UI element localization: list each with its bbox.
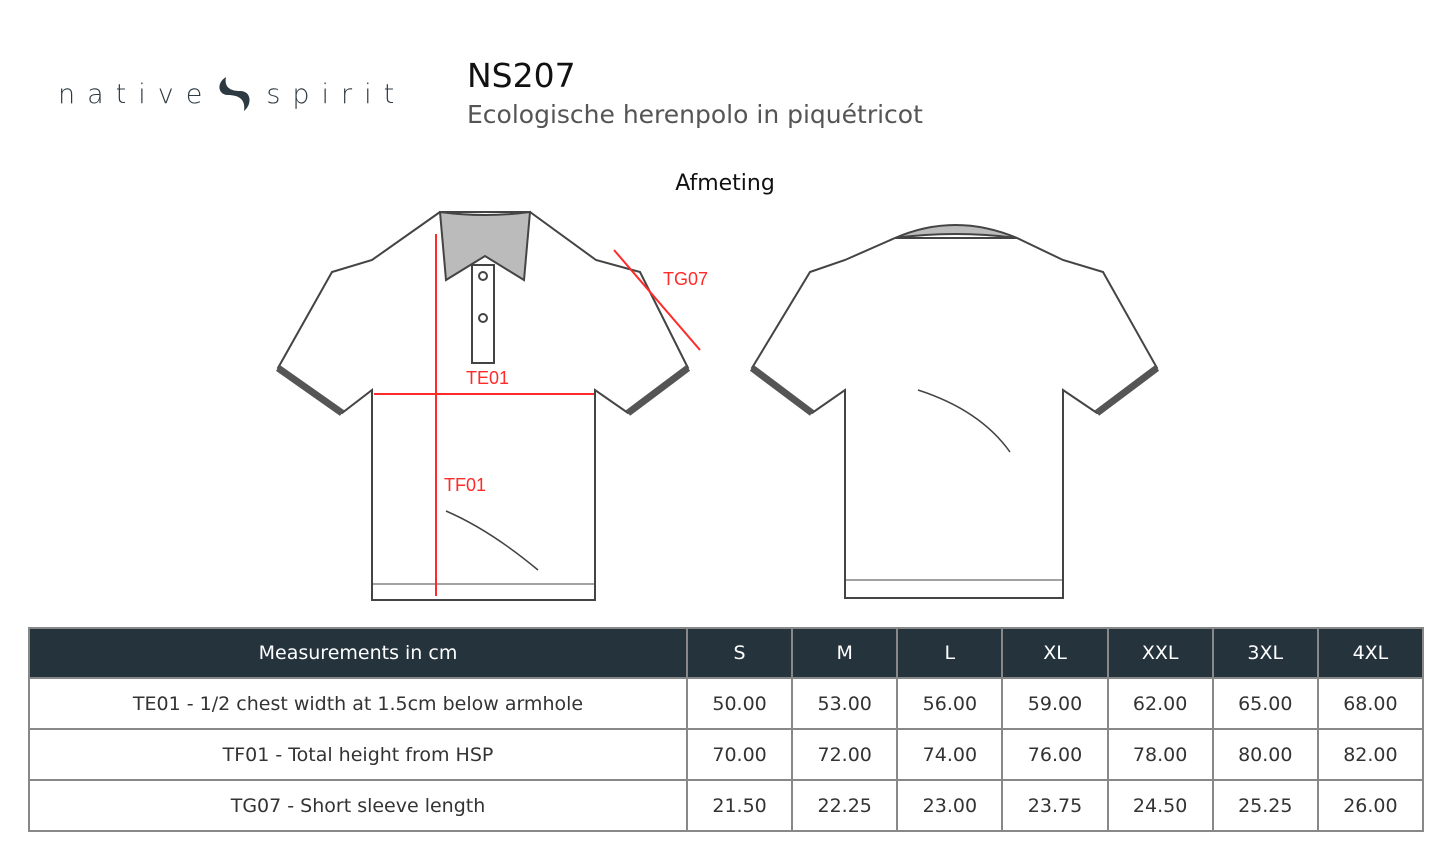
row-label: TF01 - Total height from HSP <box>29 729 687 780</box>
column-header: XXL <box>1108 628 1213 678</box>
table-cell: 82.00 <box>1318 729 1423 780</box>
tg07-label: TG07 <box>663 269 709 289</box>
brand-left: native <box>58 78 215 110</box>
product-code: NS207 <box>467 56 576 95</box>
tf01-label: TF01 <box>444 475 487 495</box>
table-cell: 72.00 <box>792 729 897 780</box>
table-cell: 23.00 <box>897 780 1002 831</box>
table-cell: 80.00 <box>1213 729 1318 780</box>
table-cell: 21.50 <box>687 780 792 831</box>
row-label: TE01 - 1/2 chest width at 1.5cm below armhole <box>29 678 687 729</box>
table-cell: 50.00 <box>687 678 792 729</box>
size-table <box>28 627 1424 832</box>
table-cell: 70.00 <box>687 729 792 780</box>
table-cell: 53.00 <box>792 678 897 729</box>
column-header: 4XL <box>1318 628 1423 678</box>
product-name: Ecologische herenpolo in piquétricot <box>467 100 923 129</box>
shirt-front <box>278 212 688 600</box>
table-cell: 24.50 <box>1108 780 1213 831</box>
row-label: TG07 - Short sleeve length <box>29 780 687 831</box>
table-cell: 22.25 <box>792 780 897 831</box>
brand-right: spirit <box>266 78 407 110</box>
column-header: L <box>897 628 1002 678</box>
table-cell: 68.00 <box>1318 678 1423 729</box>
table-cell: 25.25 <box>1213 780 1318 831</box>
logo-mark-icon <box>216 75 252 113</box>
table-cell: 56.00 <box>897 678 1002 729</box>
column-header: XL <box>1002 628 1107 678</box>
te01-label: TE01 <box>466 368 510 388</box>
column-header: M <box>792 628 897 678</box>
table-cell: 62.00 <box>1108 678 1213 729</box>
table-row <box>29 729 1423 780</box>
table-cell: 78.00 <box>1108 729 1213 780</box>
shirt-diagram <box>0 200 1445 610</box>
column-header: S <box>687 628 792 678</box>
table-cell: 65.00 <box>1213 678 1318 729</box>
column-header: Measurements in cm <box>29 628 687 678</box>
table-row <box>29 780 1423 831</box>
table-cell: 76.00 <box>1002 729 1107 780</box>
table-cell: 26.00 <box>1318 780 1423 831</box>
shirt-back <box>752 225 1157 598</box>
table-header-row <box>29 628 1423 678</box>
column-header: 3XL <box>1213 628 1318 678</box>
brand-logo <box>58 74 406 114</box>
table-cell: 59.00 <box>1002 678 1107 729</box>
table-cell: 23.75 <box>1002 780 1107 831</box>
section-title: Afmeting <box>675 171 775 196</box>
table-cell: 74.00 <box>897 729 1002 780</box>
table-row <box>29 678 1423 729</box>
